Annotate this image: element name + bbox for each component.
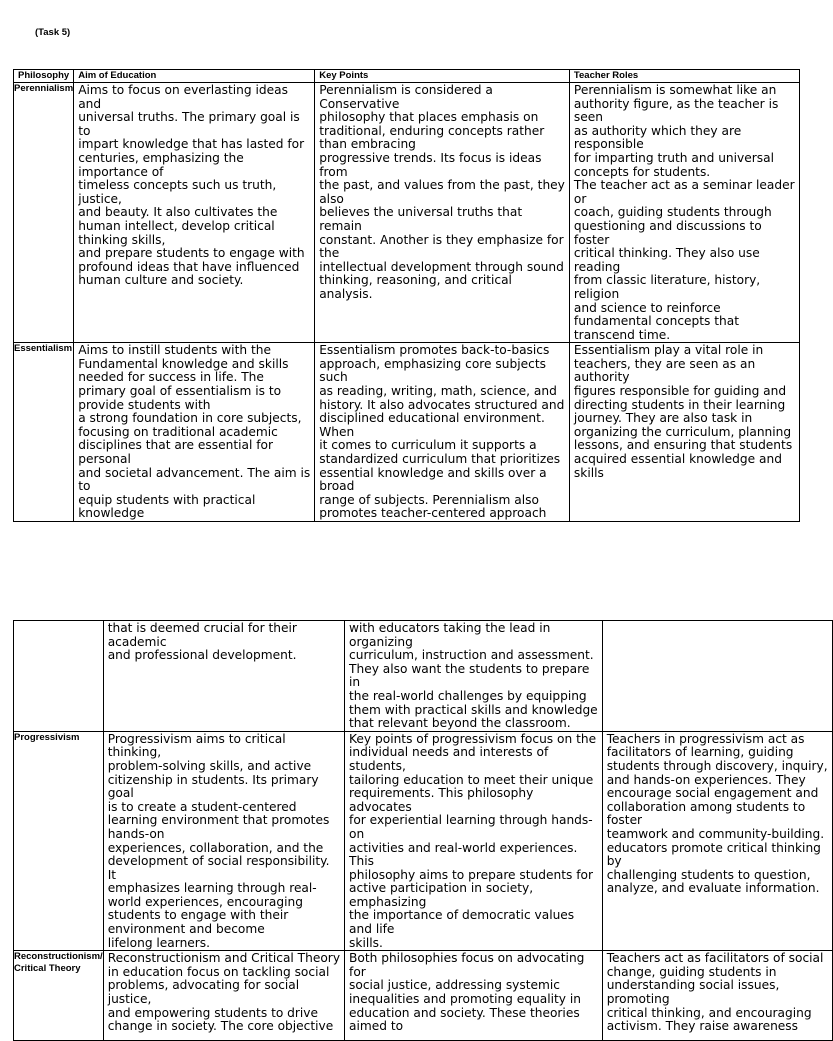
text-line: and societal advancement. The aim is [78, 465, 311, 480]
philosophy-cell: Essentialism [14, 343, 74, 522]
philosophy-cell: Perennialism [14, 83, 74, 343]
text-line: broad [319, 479, 355, 494]
text-line: standardized curriculum that prioritizes [319, 452, 561, 467]
text-line: requirements. This philosophy [349, 786, 534, 801]
teacher-roles-cell [569, 343, 799, 522]
text-line: Essentialism promotes back-to-basics [319, 343, 550, 358]
text-line: Teachers in progressivism act as [606, 731, 805, 746]
text-line: centuries, emphasizing the [78, 150, 244, 165]
text-line: them with practical skills and knowledge [349, 702, 598, 717]
teacher-roles-cell [569, 83, 799, 343]
text-line: foster [606, 813, 643, 828]
text-line: religion [573, 286, 620, 301]
text-line: thinking, reasoning, and critical [319, 273, 512, 288]
key-points-cell [315, 343, 570, 522]
text-line: justice, [107, 992, 152, 1007]
table-row [14, 951, 833, 1041]
text-line: goal [107, 786, 134, 801]
text-line: importance of [78, 164, 164, 179]
text-line: organizing the curriculum, planning [573, 424, 792, 439]
text-line: fundamental concepts that [573, 314, 740, 329]
header-aim-of-education: Aim of Education [74, 70, 315, 83]
text-line: to [78, 479, 91, 494]
text-line: and [78, 96, 102, 111]
text-line: experiences, collaboration, and the [107, 840, 324, 855]
text-line: individual needs and interests of [349, 745, 549, 760]
text-line: and empowering students to drive [107, 1005, 319, 1020]
text-line: concepts for students. [573, 164, 711, 179]
text-line: skills. [349, 935, 383, 950]
text-line: authority figure, as the teacher is [573, 96, 779, 111]
header-key-points: Key Points [315, 70, 570, 83]
text-line: and hands-on experiences. They [606, 772, 806, 787]
text-line: and professional development. [107, 648, 297, 663]
text-line: is to create a student-centered [107, 799, 297, 814]
text-line: provide students with [78, 397, 211, 412]
text-line: and science to reinforce [573, 300, 721, 315]
text-line: Perennialism is considered a [319, 83, 493, 97]
text-line: collaboration among students to [606, 799, 806, 814]
text-line: Essentialism play a vital role in [573, 343, 764, 358]
text-line: It [107, 867, 117, 882]
text-line: tailoring education to meet their unique [349, 772, 594, 787]
text-line: students, [349, 758, 406, 773]
text-line: encourage social engagement and [606, 786, 819, 801]
text-line: lessons, and ensuring that students [573, 438, 793, 453]
text-line: development of social responsibility. [107, 854, 330, 869]
text-line: and beauty. It also cultivates the [78, 205, 278, 220]
text-line: philosophy aims to prepare students for [349, 867, 594, 882]
text-line: Perennialism is somewhat like an [573, 83, 777, 97]
text-line: needed for success in life. The [78, 370, 264, 385]
text-line: than embracing [319, 137, 416, 152]
text-line: aimed to [349, 1019, 404, 1034]
text-line: When [319, 424, 355, 439]
text-line: the importance of democratic values [349, 908, 575, 923]
text-line: critical thinking, and encouraging [606, 1005, 812, 1020]
text-line: journey. They are also task in [573, 411, 753, 426]
text-line: learning environment that promotes [107, 813, 330, 828]
text-line: promoting [606, 992, 670, 1007]
text-line: citizenship in students. Its primary [107, 772, 319, 787]
text-line: organizing [349, 634, 413, 649]
text-line: primary goal of essentialism is to [78, 384, 282, 399]
aim-cell [103, 731, 344, 951]
text-line: from classic literature, history, [573, 273, 761, 288]
text-line: inequalities and promoting equality in [349, 992, 581, 1007]
text-line: the [319, 246, 340, 261]
text-line: philosophy that places emphasis on [319, 110, 539, 125]
text-line: universal truths. The primary goal is [78, 110, 300, 125]
philosophy-cell [14, 621, 104, 732]
text-line: reading [573, 259, 621, 274]
text-line: lifelong learners. [107, 935, 211, 950]
aim-cell [103, 621, 344, 732]
text-line: acquired essential knowledge and [573, 452, 782, 467]
text-line: remain [319, 218, 362, 233]
text-line: facilitators of learning, guiding [606, 745, 794, 760]
text-line: from [319, 164, 348, 179]
text-line: and prepare students to engage with [78, 246, 305, 261]
philosophy-table-page1 [13, 69, 800, 522]
text-line: questioning and discussions to [573, 218, 762, 233]
header-philosophy: Philosophy [14, 70, 74, 83]
text-line: academic [107, 634, 167, 649]
text-line: justice, [78, 191, 122, 206]
header-teacher-roles: Teacher Roles [569, 70, 799, 83]
text-line: believes the universal truths that [319, 205, 523, 220]
text-line: emphasizing [349, 894, 427, 909]
text-line: educators promote critical thinking [606, 840, 821, 855]
text-line: human intellect, develop critical [78, 218, 275, 233]
table-row [14, 83, 800, 343]
text-line: directing students in their learning [573, 397, 786, 412]
text-line: environment and become [107, 922, 265, 937]
text-line: problems, advocating for social [107, 978, 300, 993]
text-line: activism. They raise awareness [606, 1019, 798, 1034]
text-line: as authority which they are [573, 123, 742, 138]
table-header-row [14, 70, 800, 83]
text-line: Reconstructionism and Critical Theory [107, 951, 341, 966]
text-line: for imparting truth and universal [573, 150, 774, 165]
text-line: skills [573, 465, 604, 480]
teacher-roles-cell [602, 951, 832, 1041]
text-line: teamwork and community-building. [606, 826, 825, 841]
text-line: teachers, they are seen as an [573, 356, 756, 371]
text-line: Teachers act as facilitators of social [606, 951, 824, 966]
text-line: Progressivism aims to critical [107, 731, 286, 746]
text-line: world experiences, encouraging [107, 894, 303, 909]
text-line: that is deemed crucial for their [107, 621, 297, 635]
philosophy-cell: Progressivism [14, 731, 104, 951]
text-line: curriculum, instruction and assessment. [349, 648, 594, 663]
text-line: This [349, 854, 374, 869]
text-line: Both philosophies focus on advocating [349, 951, 585, 966]
text-line: and life [349, 922, 395, 937]
text-line: for experiential learning through hands- [349, 813, 593, 828]
text-line: change in society. The core objective [107, 1019, 334, 1034]
text-line: that relevant beyond the classroom. [349, 716, 571, 731]
text-line: Conservative [319, 96, 400, 111]
text-line: approach, emphasizing core subjects [319, 356, 546, 371]
text-line: critical thinking. They also use [573, 246, 760, 261]
key-points-cell [315, 83, 570, 343]
text-line: in education focus on tackling social [107, 964, 330, 979]
text-line: active participation in society, [349, 881, 534, 896]
text-line: Key points of progressivism focus on the [349, 731, 597, 746]
text-line: challenging students to question, [606, 867, 811, 882]
text-line: authority [573, 370, 630, 385]
text-line: constant. Another is they emphasize for [319, 232, 564, 247]
text-line: intellectual development through sound [319, 259, 564, 274]
text-line: to [78, 123, 91, 138]
text-line: advocates [349, 799, 412, 814]
text-line: thinking, [107, 745, 162, 760]
text-line: students through discovery, inquiry, [606, 758, 828, 773]
aim-cell [103, 951, 344, 1041]
text-line: problem-solving skills, and active [107, 758, 312, 773]
text-line: activities and real-world experiences. [349, 840, 578, 855]
text-line: for [349, 964, 366, 979]
text-line: disciplined educational environment. [319, 411, 545, 426]
text-line: personal [78, 452, 131, 467]
text-line: disciplines that are essential for [78, 438, 273, 453]
teacher-roles-cell [602, 731, 832, 951]
table-row [14, 343, 800, 522]
text-line: as reading, writing, math, science, and [319, 384, 557, 399]
text-line: human culture and society. [78, 273, 244, 288]
text-line: emphasizes learning through real- [107, 881, 317, 896]
text-line: change, guiding students in [606, 964, 777, 979]
text-line: Fundamental knowledge and skills [78, 356, 289, 371]
key-points-cell [345, 621, 603, 732]
text-line: hands-on [107, 826, 165, 841]
text-line: the past, and values from the past, they [319, 178, 565, 193]
text-line: a strong foundation in core subjects, [78, 411, 302, 426]
text-line: foster [573, 232, 610, 247]
text-line: traditional, enduring concepts rather [319, 123, 545, 138]
text-line: They also want the students to prepare [349, 661, 590, 676]
text-line: or [573, 191, 587, 206]
text-line: on [349, 826, 365, 841]
text-line: responsible [573, 137, 644, 152]
text-line: range of subjects. Perennialism also [319, 492, 539, 507]
text-line: analysis. [319, 286, 373, 301]
text-line: coach, guiding students through [573, 205, 772, 220]
text-line: knowledge [78, 506, 145, 521]
table-row [14, 621, 833, 732]
task-label: (Task 5) [35, 27, 71, 38]
text-line: promotes teacher-centered approach [319, 506, 547, 521]
text-line: students to engage with their [107, 908, 289, 923]
text-line: such [319, 370, 348, 385]
text-line: focusing on traditional academic [78, 424, 278, 439]
text-line: Aims to focus on everlasting ideas [78, 83, 288, 97]
text-line: essential knowledge and skills over a [319, 465, 547, 480]
text-line: social justice, addressing systemic [349, 978, 560, 993]
text-line: progressive trends. Its focus is ideas [319, 150, 542, 165]
text-line: The teacher act as a seminar leader [573, 178, 795, 193]
text-line: timeless concepts such us truth, [78, 178, 277, 193]
text-line: also [319, 191, 344, 206]
key-points-cell [345, 731, 603, 951]
text-line: transcend time. [573, 327, 671, 342]
text-line: Aims to instill students with the [78, 343, 271, 358]
text-line: with educators taking the lead in [349, 621, 551, 635]
text-line: by [606, 854, 622, 869]
text-line: figures responsible for guiding and [573, 384, 787, 399]
text-line: history. It also advocates structured and [319, 397, 565, 412]
text-line: in [349, 675, 361, 690]
text-line: understanding social issues, [606, 978, 780, 993]
text-line: the real-world challenges by equipping [349, 688, 587, 703]
text-line: analyze, and evaluate information. [606, 881, 820, 896]
text-line: equip students with practical [78, 492, 256, 507]
teacher-roles-cell [602, 621, 832, 732]
philosophy-table-page2 [13, 620, 833, 1041]
text-line: impart knowledge that has lasted for [78, 137, 305, 152]
table-row [14, 731, 833, 951]
text-line: profound ideas that have influenced [78, 259, 300, 274]
aim-cell [74, 343, 315, 522]
text-line: thinking skills, [78, 232, 166, 247]
philosophy-cell: Reconstructionism/ Critical Theory [14, 951, 104, 1041]
text-line: education and society. These theories [349, 1005, 580, 1020]
key-points-cell [345, 951, 603, 1041]
text-line: seen [573, 110, 603, 125]
aim-cell [74, 83, 315, 343]
text-line: it comes to curriculum it supports a [319, 438, 537, 453]
